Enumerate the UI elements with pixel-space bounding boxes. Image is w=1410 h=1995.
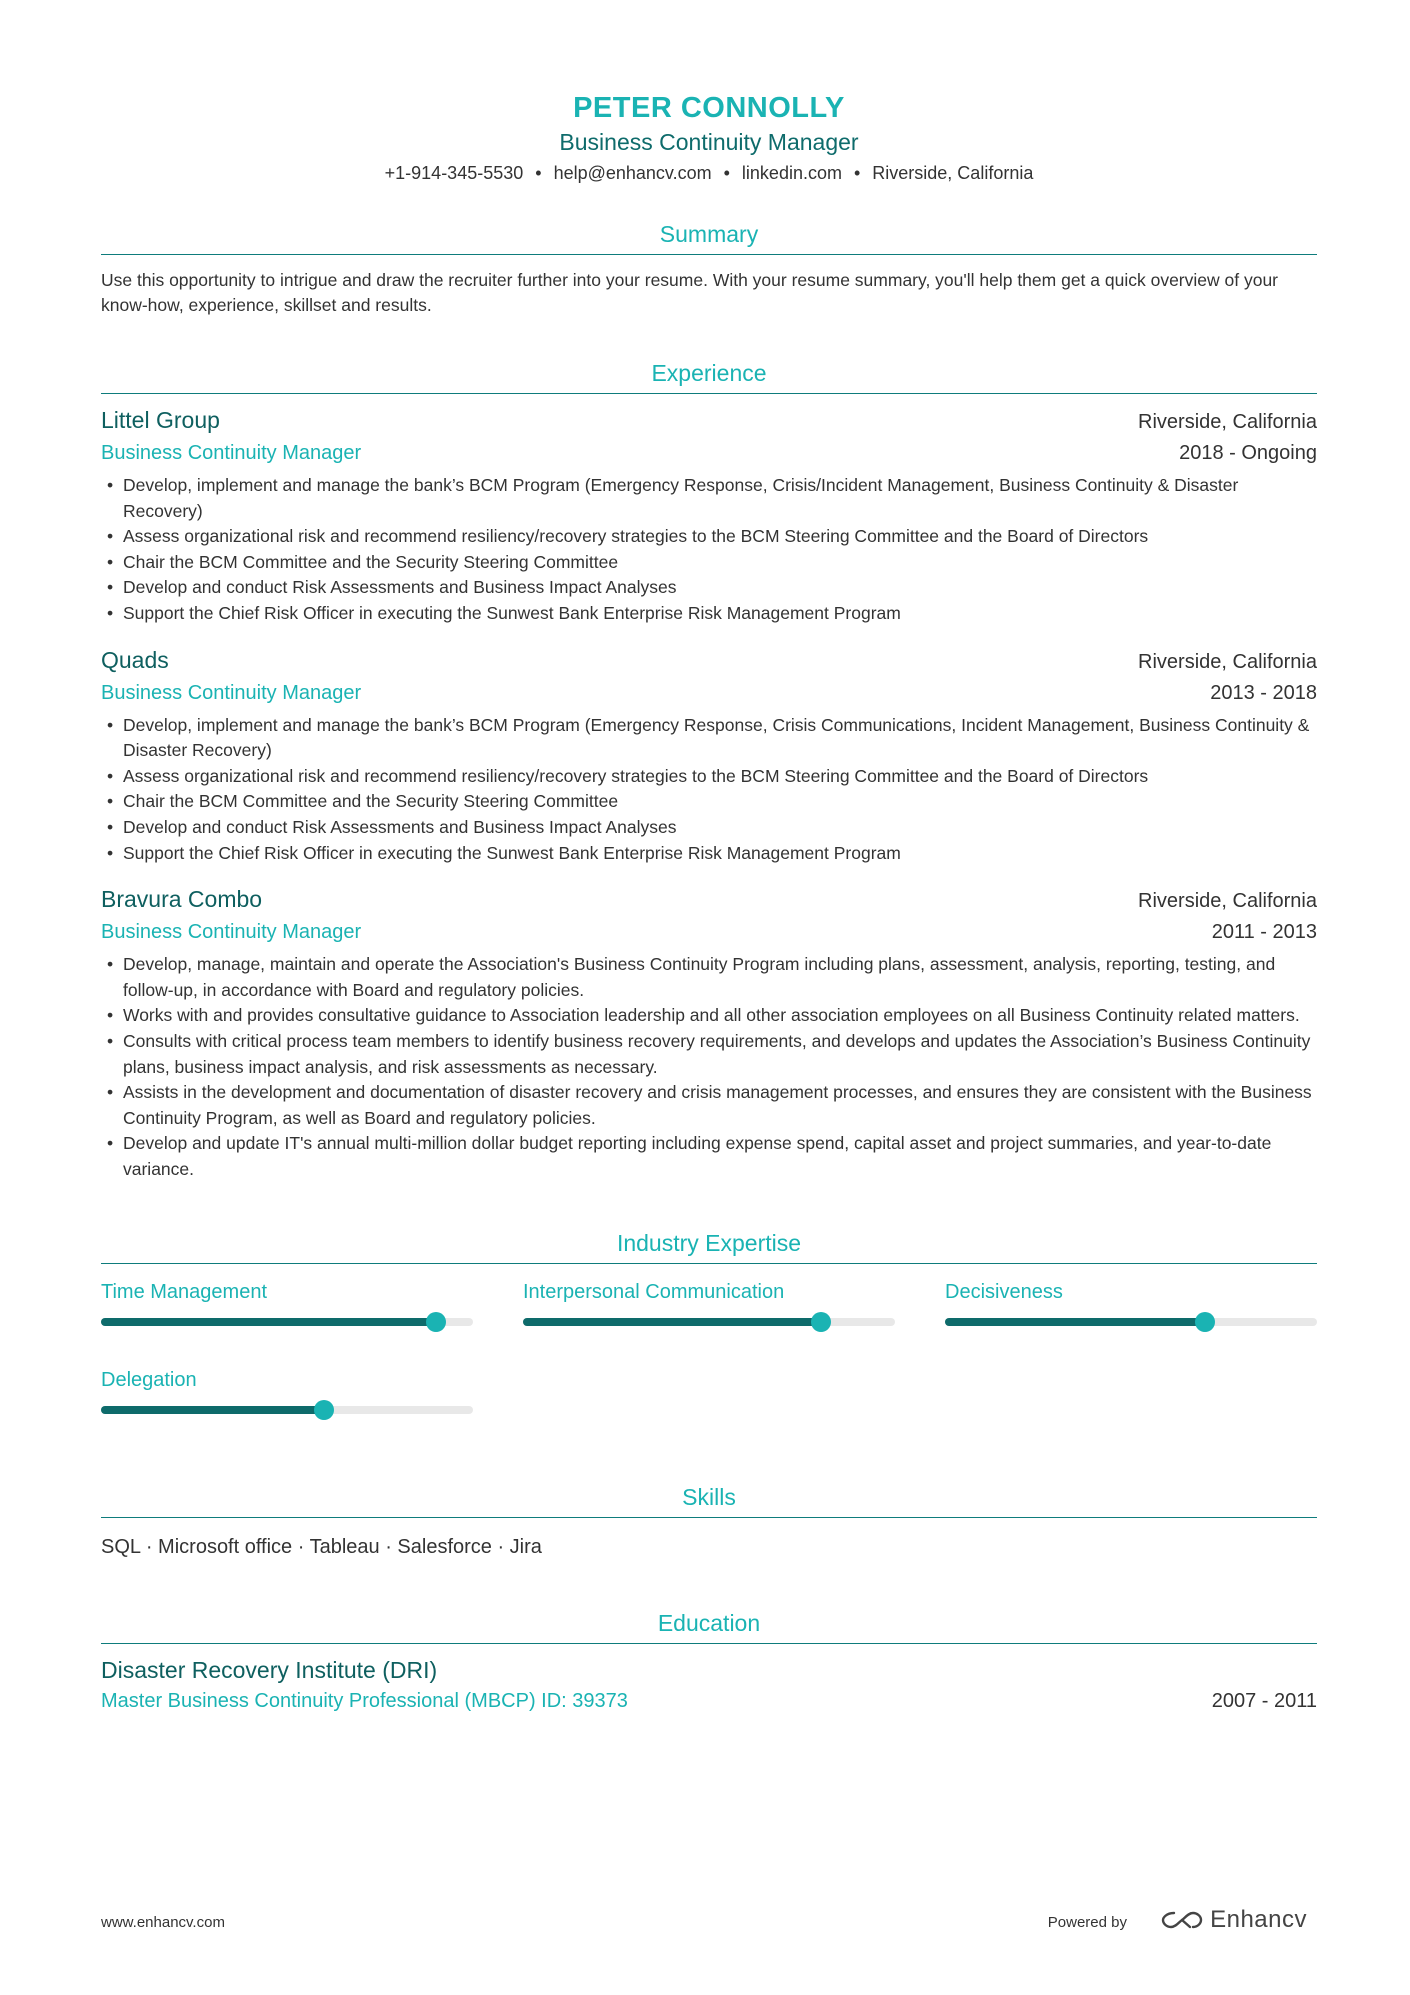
separator-dot: •: [535, 163, 542, 183]
enhancv-logo-icon: [1160, 1908, 1204, 1932]
bullet-item: • Assess organizational risk and recommend resiliency/recovery strategies to the BCM Steering Committee and the Board of Directors: [101, 524, 1317, 550]
location: Riverside, California: [872, 163, 1034, 183]
expertise-name: Interpersonal Communication: [523, 1281, 785, 1304]
experience-section: [101, 358, 1317, 1182]
job-bullets: [101, 713, 1317, 867]
bullet-item: • Develop, manage, maintain and operate the Association's Business Continuity Program including plans, assessment, analysis, reporting, testing, and follow-up, in accordance with Board and regulatory policies.: [101, 952, 1317, 1003]
section-title-expertise: Industry Expertise: [101, 1228, 1317, 1264]
company-name: Littel Group: [101, 407, 220, 433]
job-bullets: [101, 473, 1317, 627]
bullet-item: • Develop, implement and manage the bank’s BCM Program (Emergency Response, Crisis Communications, Incident Management, Business Continuity & Disaster Recovery): [101, 713, 1317, 764]
expertise-bar-knob: [426, 1312, 446, 1332]
phone: +1-914-345-5530: [384, 163, 524, 183]
expertise-name: Delegation: [101, 1369, 197, 1392]
bullet-item: • Assists in the development and documentation of disaster recovery and crisis management processes, and ensures they are consistent with the Business Continuity Program, as well as Board and regulatory policies.: [101, 1080, 1317, 1131]
contact-line: [101, 160, 1317, 186]
brand-logo[interactable]: [1160, 1906, 1307, 1934]
summary-text: Use this opportunity to intrigue and draw the recruiter further into your resume. With your resume summary, you'll help them get a quick overview of your know-how, experience, skillset and results.: [101, 270, 1279, 315]
expertise-section: [101, 1228, 1317, 1414]
job-location: Riverside, California: [1138, 650, 1317, 673]
skills-section: [101, 1482, 1317, 1562]
skills-list: SQL · Microsoft office · Tableau · Salesforce · Jira: [101, 1536, 542, 1559]
expertise-bar-knob: [1195, 1312, 1215, 1332]
resume-page: [101, 0, 1317, 1717]
resume-header: [101, 0, 1317, 186]
job-role: Business Continuity Manager: [101, 442, 362, 464]
education-entry: [101, 1655, 1317, 1717]
expertise-item: [101, 1366, 473, 1414]
separator-dot: •: [723, 163, 730, 183]
section-title-summary: Summary: [101, 219, 1317, 255]
job-dates: 2018 - Ongoing: [1179, 442, 1317, 464]
expertise-bar-knob: [314, 1400, 334, 1420]
expertise-bar: [101, 1318, 473, 1326]
footer-url-link[interactable]: www.enhancv.com: [101, 1914, 225, 1931]
job-entry: [101, 884, 1317, 1182]
section-title-skills: Skills: [101, 1482, 1317, 1518]
candidate-name: PETER CONNOLLY: [573, 92, 845, 124]
expertise-item: [523, 1278, 895, 1326]
expertise-item: [101, 1278, 473, 1326]
job-role: Business Continuity Manager: [101, 681, 362, 704]
bullet-item: • Develop and update IT's annual multi-million dollar budget reporting including expense spend, capital asset and project summaries, and year-to-date variance.: [101, 1131, 1317, 1182]
section-title-experience: Experience: [101, 358, 1317, 394]
bullet-item: • Chair the BCM Committee and the Security Steering Committee: [101, 550, 1317, 576]
expertise-name: Decisiveness: [945, 1281, 1063, 1304]
powered-by-label: Powered by: [1047, 1914, 1127, 1931]
company-name: Quads: [101, 646, 169, 673]
bullet-item: • Develop, implement and manage the bank’s BCM Program (Emergency Response, Crisis/Incident Management, Business Continuity & Disaster Recovery): [101, 473, 1317, 524]
brand-name: Enhancv: [1210, 1906, 1307, 1933]
job-bullets: [101, 952, 1317, 1182]
expertise-name: Time Management: [101, 1281, 267, 1304]
education-dates: 2007 - 2011: [1211, 1690, 1317, 1713]
job-dates: 2011 - 2013: [1211, 921, 1317, 944]
job-dates: 2013 - 2018: [1210, 681, 1317, 704]
summary-section: [101, 219, 1317, 318]
email-link[interactable]: help@enhancv.com: [553, 163, 712, 183]
expertise-bar: [523, 1318, 895, 1326]
bullet-item: • Support the Chief Risk Officer in executing the Sunwest Bank Enterprise Risk Management Program: [101, 601, 1317, 627]
job-location: Riverside, California: [1138, 890, 1317, 913]
expertise-item: [945, 1278, 1317, 1326]
linkedin-link[interactable]: linkedin.com: [741, 163, 842, 183]
school-name: Disaster Recovery Institute (DRI): [101, 1657, 438, 1684]
expertise-bar: [945, 1318, 1317, 1326]
expertise-bar: [101, 1406, 473, 1414]
bullet-item: • Support the Chief Risk Officer in executing the Sunwest Bank Enterprise Risk Management Program: [101, 841, 1317, 867]
education-section: [101, 1608, 1317, 1717]
separator-dot: •: [853, 163, 861, 183]
job-entry: [101, 405, 1317, 627]
expertise-bar-fill: [523, 1318, 821, 1326]
bullet-item: • Chair the BCM Committee and the Security Steering Committee: [101, 789, 1317, 815]
bullet-item: • Works with and provides consultative guidance to Association leadership and all other association employees on all Business Continuity related matters.: [101, 1003, 1317, 1029]
degree-name: Master Business Continuity Professional (MBCP) ID: 39373: [101, 1690, 628, 1713]
bullet-item: • Consults with critical process team members to identify business recovery requirements, and develops and updates the Association’s Business Continuity plans, business impact analysis, and risk assessments as necessary.: [101, 1029, 1317, 1080]
expertise-bar-fill: [945, 1318, 1205, 1326]
expertise-bar-fill: [101, 1318, 436, 1326]
expertise-grid: [101, 1278, 1317, 1414]
section-title-education: Education: [101, 1608, 1317, 1644]
bullet-item: • Develop and conduct Risk Assessments and Business Impact Analyses: [101, 575, 1317, 601]
bullet-item: • Develop and conduct Risk Assessments and Business Impact Analyses: [101, 815, 1317, 841]
job-role: Business Continuity Manager: [101, 921, 362, 944]
expertise-bar-fill: [101, 1406, 324, 1414]
expertise-bar-knob: [811, 1312, 831, 1332]
bullet-item: • Assess organizational risk and recommend resiliency/recovery strategies to the BCM Steering Committee and the Board of Directors: [101, 764, 1317, 790]
job-entry: [101, 645, 1317, 867]
job-location: Riverside, California: [1138, 411, 1317, 433]
candidate-title: Business Continuity Manager: [559, 129, 859, 155]
company-name: Bravura Combo: [101, 886, 263, 913]
